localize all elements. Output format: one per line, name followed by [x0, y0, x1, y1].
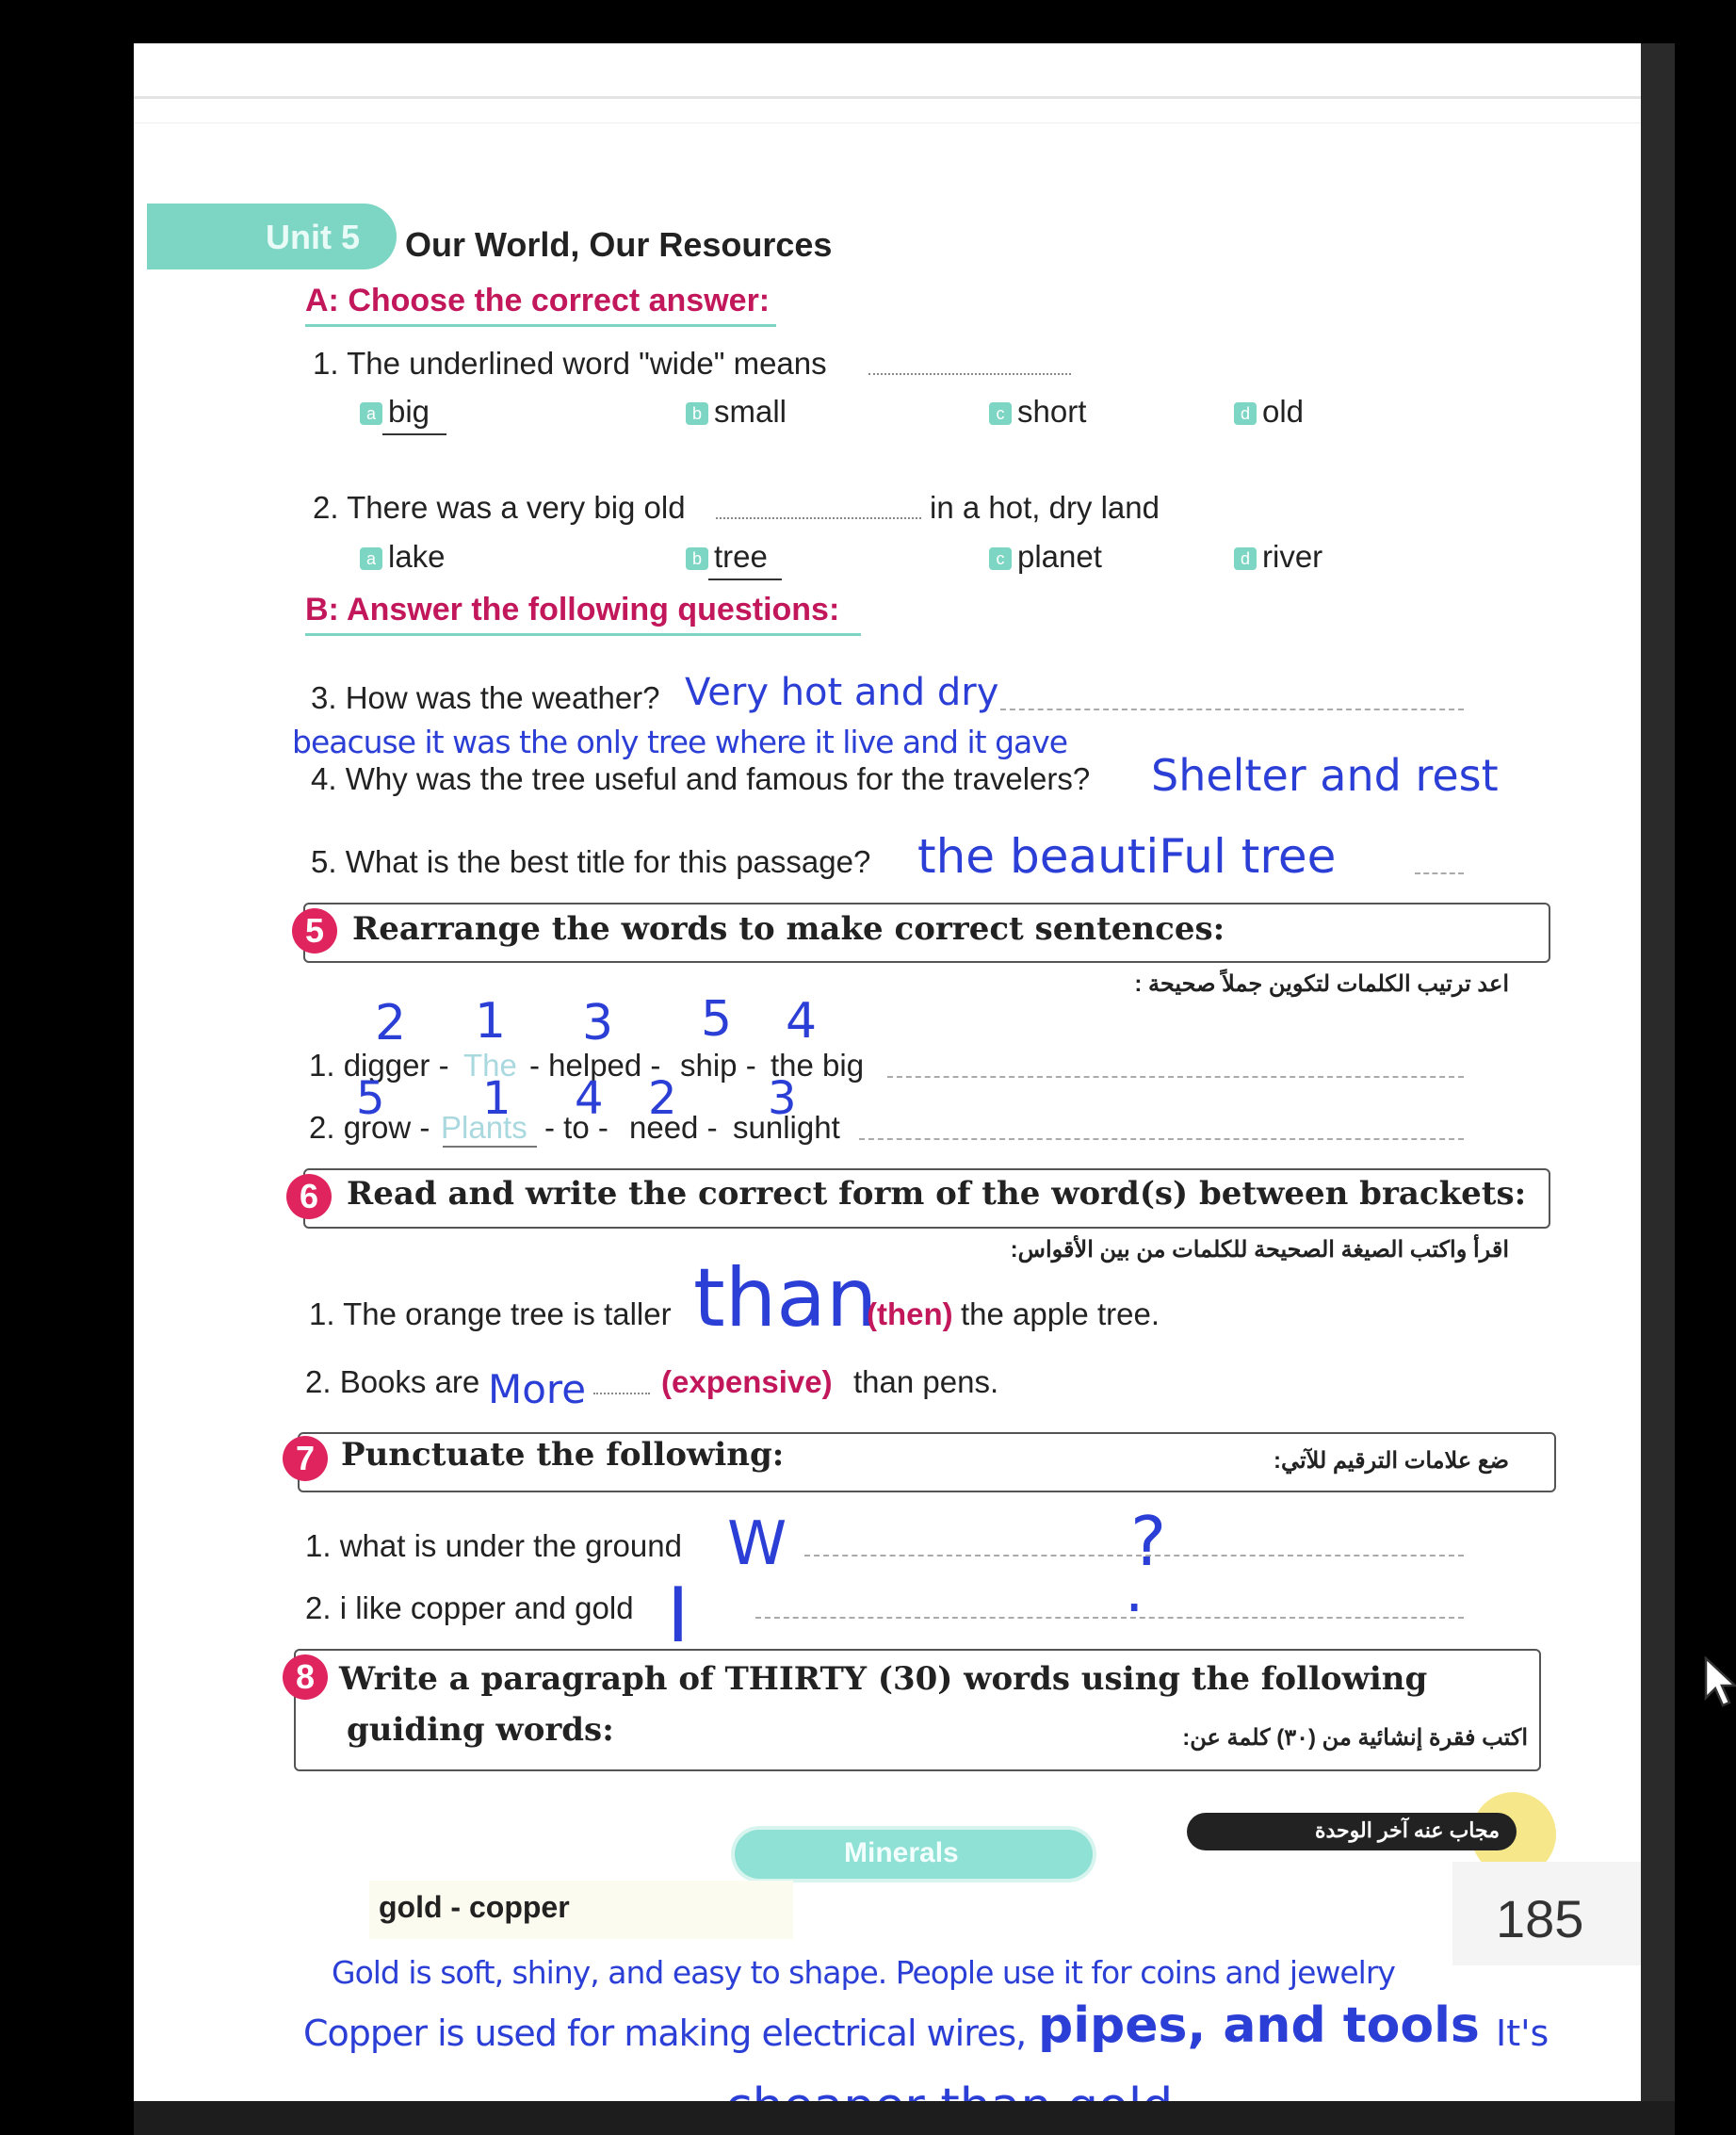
answer-line-s1	[887, 1076, 1464, 1078]
section-b-heading: B: Answer the following questions:	[305, 592, 840, 627]
section6-number: 6	[286, 1174, 332, 1219]
question-3: 3. How was the weather?	[311, 680, 660, 715]
s6-1-answer-handwritten: than	[693, 1251, 878, 1345]
top-rule	[134, 96, 1641, 99]
s2-word-1: - to -	[544, 1110, 608, 1145]
topic-label: Minerals	[844, 1837, 959, 1868]
option-b-badge: b	[686, 547, 708, 570]
answer-line-q5	[1415, 872, 1464, 874]
question-1: 1. The underlined word "wide" means	[313, 346, 827, 381]
option-a-badge: a	[360, 402, 382, 425]
paragraph-handwritten-line2a: Copper is used for making electrical wires,	[303, 2013, 1027, 2054]
answer-q4-handwritten-line1: beacuse it was the only tree where it live and it gave	[292, 724, 1068, 760]
q1-option-d	[1234, 394, 1304, 430]
section7-arabic: ضع علامات الترقيم للآتي:	[1273, 1448, 1509, 1474]
answer-q3-handwritten: Very hot and dry	[685, 671, 999, 714]
question-5: 5. What is the best title for this passage?	[311, 844, 871, 879]
s7-1-text: 1. what is under the ground	[305, 1528, 682, 1563]
answer-q5-handwritten: the beautiFul tree	[917, 829, 1337, 884]
s2-prefix: 2. grow -	[309, 1110, 430, 1145]
section8-title-line1: Write a paragraph of THIRTY (30) words using the following	[339, 1660, 1428, 1698]
unit-title: Our World, Our Resources	[405, 225, 833, 264]
q1-option-b-text: small	[714, 394, 787, 429]
answer-line-q2	[716, 517, 921, 519]
s7-1-handwritten-capital: W	[727, 1509, 787, 1579]
s1-word-3: the big	[771, 1048, 865, 1083]
s6-1-before: 1. The orange tree is taller	[309, 1296, 672, 1331]
section8-number: 8	[283, 1654, 328, 1700]
q2-option-b	[686, 539, 768, 575]
s7-2-handwritten-period: .	[1125, 1556, 1144, 1626]
section5-number: 5	[292, 908, 337, 953]
q2-option-a	[360, 539, 446, 575]
s1-mark-4: 5	[701, 991, 733, 1048]
answer-line-s6-2	[593, 1393, 650, 1394]
section-a-heading: A: Choose the correct answer:	[305, 283, 771, 318]
paragraph-handwritten-line2b: pipes, and tools	[1038, 1997, 1480, 2054]
s1-mark-5: 4	[786, 993, 818, 1050]
answer-q4-handwritten-line2: Shelter and rest	[1151, 750, 1499, 801]
question-2-before: 2. There was a very big old	[313, 490, 686, 525]
answer-line-s7-2	[755, 1617, 1464, 1619]
option-b-badge: b	[686, 402, 708, 425]
s6-2-before: 2. Books are	[305, 1364, 480, 1399]
answer-line-s2	[859, 1138, 1464, 1140]
s2-mark-2: 1	[482, 1072, 511, 1125]
q2-option-c-text: planet	[1017, 539, 1102, 574]
section6-title: Read and write the correct form of the word(s) between brackets:	[347, 1175, 1527, 1213]
s2-mark-3: 4	[575, 1072, 604, 1125]
window-bottom-edge	[134, 2101, 1675, 2135]
s2-mark-4: 2	[648, 1072, 677, 1125]
option-d-badge: d	[1234, 547, 1257, 570]
section6-arabic: اقرأ واكتب الصيغة الصحيحة للكلمات من بين الأقواس:	[1010, 1237, 1509, 1263]
section5-arabic: اعد ترتيب الكلمات لتكوين جملاً صحيحة :	[1134, 971, 1509, 997]
mouse-pointer-icon	[1702, 1656, 1736, 1709]
worksheet-page	[134, 43, 1641, 2101]
answer-line-q3	[1000, 709, 1464, 710]
s1-prefix: 1. digger -	[309, 1048, 449, 1083]
section-b-underline	[305, 633, 861, 636]
s2-mark-5: 3	[768, 1072, 797, 1125]
q1-option-b	[686, 394, 787, 430]
s2-hint-underline	[443, 1146, 537, 1148]
s1-word-2: ship -	[680, 1048, 756, 1083]
q2-option-b-underline	[708, 579, 782, 580]
q2-option-d-text: river	[1262, 539, 1323, 574]
q1-option-a	[360, 394, 430, 430]
q1-option-c-text: short	[1017, 394, 1087, 429]
answered-tag: مجاب عنه آخر الوحدة	[1314, 1818, 1500, 1842]
page-number: 185	[1496, 1889, 1584, 1948]
s1-hint: The	[463, 1048, 517, 1083]
q1-option-a-text: big	[388, 394, 430, 429]
s7-2-text: 2. i like copper and gold	[305, 1590, 634, 1625]
q2-option-b-text: tree	[714, 539, 768, 574]
guide-words: gold - copper	[379, 1890, 570, 1924]
s7-1-handwritten-question-mark: ?	[1130, 1502, 1167, 1581]
unit-label: Unit 5	[266, 218, 361, 256]
option-d-badge: d	[1234, 402, 1257, 425]
q1-option-a-underline	[382, 433, 446, 435]
section7-title: Punctuate the following:	[341, 1436, 785, 1474]
q1-option-d-text: old	[1262, 394, 1305, 429]
q1-option-c	[989, 394, 1086, 430]
s6-2-answer-handwritten: More	[488, 1366, 587, 1412]
s6-2-after: than pens.	[853, 1364, 999, 1399]
s2-word-2: need -	[629, 1110, 718, 1145]
s2-hint: Plants	[441, 1110, 527, 1145]
s1-word-1: - helped -	[529, 1048, 661, 1083]
option-c-badge: c	[989, 402, 1012, 425]
top-rule-secondary	[134, 122, 1641, 123]
section-a-underline	[305, 324, 776, 327]
window-right-edge	[1641, 43, 1675, 2101]
section5-title: Rearrange the words to make correct sentences:	[352, 910, 1225, 948]
section8-arabic: اكتب فقرة إنشائية من (٣٠) كلمة عن:	[1182, 1725, 1528, 1751]
question-2-after: in a hot, dry land	[930, 490, 1160, 525]
s6-1-bracket: (then)	[867, 1296, 953, 1331]
option-c-badge: c	[989, 547, 1012, 570]
answer-line-q1	[868, 373, 1071, 375]
option-a-badge: a	[360, 547, 382, 570]
s2-word-3: sunlight	[733, 1110, 840, 1145]
q2-option-c	[989, 539, 1102, 575]
question-4: 4. Why was the tree useful and famous for the travelers?	[311, 761, 1091, 796]
s6-2-bracket: (expensive)	[661, 1364, 833, 1399]
s1-mark-3: 3	[582, 995, 614, 1051]
q2-option-a-text: lake	[388, 539, 446, 574]
section7-number: 7	[283, 1436, 328, 1481]
s6-1-after: the apple tree.	[961, 1296, 1160, 1331]
section8-title-line2: guiding words:	[347, 1711, 614, 1749]
s1-mark-2: 1	[475, 993, 507, 1050]
s7-2-handwritten-capital: I	[667, 1572, 690, 1659]
q2-option-d	[1234, 539, 1322, 575]
paragraph-handwritten-line2c: It's	[1496, 2013, 1549, 2054]
s1-mark-1: 2	[375, 995, 407, 1051]
paragraph-handwritten-line1: Gold is soft, shiny, and easy to shape. People use it for coins and jewelry	[332, 1954, 1395, 1991]
s2-mark-1: 5	[356, 1072, 385, 1125]
